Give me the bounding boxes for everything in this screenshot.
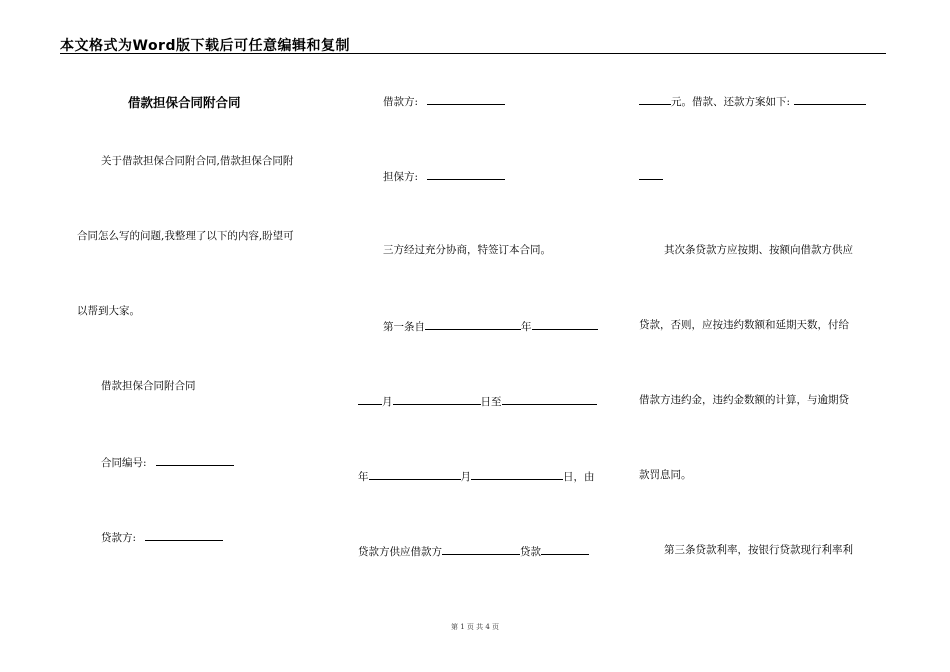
article-2-line-4: 款罚息同。	[639, 469, 692, 481]
year-label: 年	[358, 471, 369, 483]
intro-line-2: 合同怎么写的问题,我整理了以下的内容,盼望可	[77, 230, 294, 242]
plan-blank-line	[639, 169, 663, 184]
document-title: 借款担保合同附合同	[128, 95, 241, 110]
contract-number-blank	[156, 455, 234, 466]
header-divider	[60, 53, 886, 54]
year-label: 年	[521, 321, 532, 333]
blank	[425, 319, 521, 330]
contract-number-label: 合同编号:	[101, 457, 147, 469]
article-1-line-2	[358, 394, 597, 409]
borrower-label: 借款方:	[383, 96, 419, 108]
contract-number-row	[101, 455, 234, 470]
article-1-line-4	[358, 544, 589, 559]
page-footer: 第 1 页 共 4 页	[450, 623, 500, 631]
blank	[794, 94, 866, 105]
day-to-label: 日至	[480, 396, 502, 408]
yuan-text: 元。借款、还款方案如下:	[671, 96, 791, 108]
blank	[502, 394, 597, 405]
article-1-prefix: 第一条自	[383, 321, 425, 333]
article-1-line-3	[358, 469, 595, 484]
article-2-line-3: 借款方违约金，违约金数额的计算，与逾期贷	[639, 394, 849, 406]
blank	[369, 469, 461, 480]
intro-line-1: 关于借款担保合同附合同,借款担保合同附	[101, 155, 294, 167]
blank	[393, 394, 481, 405]
day-by-label: 日，由	[563, 471, 595, 483]
contract-subtitle: 借款担保合同附合同	[101, 380, 196, 392]
lender-label: 贷款方:	[101, 532, 137, 544]
blank	[442, 544, 520, 555]
supply-prefix: 贷款方供应借款方	[358, 546, 442, 558]
loan-label: 贷款	[520, 546, 541, 558]
borrower-blank	[427, 94, 505, 105]
intro-line-3: 以帮到大家。	[77, 305, 140, 317]
month-label: 月	[382, 396, 393, 408]
header-title: 本文格式为Word版下载后可任意编辑和复制	[60, 38, 350, 54]
blank	[639, 169, 663, 180]
article-1-line-1	[383, 319, 598, 334]
blank	[541, 544, 589, 555]
lender-row	[101, 530, 223, 545]
blank	[639, 94, 671, 105]
guarantor-label: 担保方:	[383, 171, 419, 183]
article-3-line-1: 第三条贷款利率，按银行贷款现行利率利	[664, 544, 853, 556]
blank	[532, 319, 598, 330]
amount-line	[639, 94, 866, 109]
month-label: 月	[460, 471, 471, 483]
article-2-line-1: 其次条贷款方应按期、按额向借款方供应	[664, 244, 853, 256]
article-2-line-2: 贷款，否则，应按违约数额和延期天数，付给	[639, 319, 849, 331]
blank	[358, 394, 382, 405]
guarantor-blank	[427, 169, 505, 180]
agreement-text: 三方经过充分协商，特签订本合同。	[383, 244, 551, 256]
lender-blank	[145, 530, 223, 541]
guarantor-row	[383, 169, 505, 184]
blank	[471, 469, 563, 480]
borrower-row	[383, 94, 505, 109]
